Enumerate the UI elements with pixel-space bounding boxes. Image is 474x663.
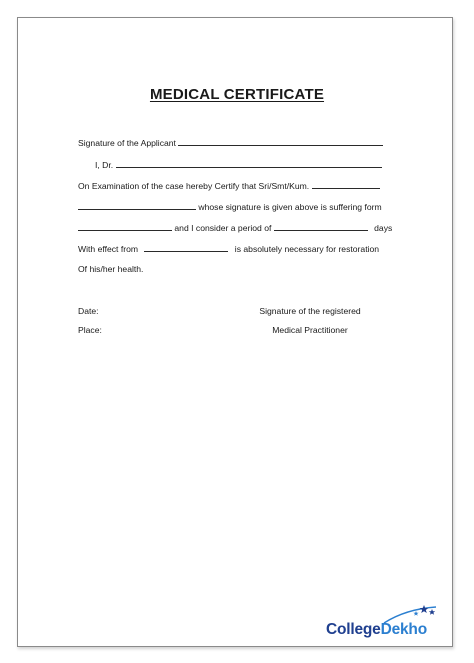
place-label: Place: [78,325,102,335]
suffering-line [78,201,382,213]
period-text: and I consider a period of [174,223,272,233]
page-title: MEDICAL CERTIFICATE [149,86,325,103]
examination-line [78,180,380,192]
examination-text: On Examination of the case hereby Certify that Sri/Smt/Kum. [78,181,310,191]
date-label: Date: [78,306,99,316]
restoration-text: is absolutely necessary for restoration [234,244,380,254]
effect-from-blank [144,243,228,252]
applicant-signature-line [78,137,383,149]
doctor-name-label: I, Dr. [95,160,114,170]
applicant-signature-label: Signature of the Applicant [78,138,176,148]
effect-from-label: With effect from [78,244,139,254]
logo-college: College [326,621,381,638]
doctor-name-line [95,159,382,171]
illness-blank [78,222,172,231]
patient-name-blank [312,180,380,189]
period-line [78,222,392,234]
doctor-name-blank [116,159,382,168]
collegedekho-logo [326,597,446,641]
signature-registered-label: Signature of the registered [259,306,361,316]
effect-from-line [78,243,379,255]
logo-dekho: Dekho [380,621,427,638]
patient-name-continued-blank [78,201,196,210]
applicant-signature-blank [178,137,383,146]
health-line: Of his/her health. [78,264,144,274]
days-label: days [374,223,393,233]
logo-wordmark [326,621,427,639]
suffering-text: whose signature is given above is suffering form [198,202,382,212]
medical-practitioner-label: Medical Practitioner [272,325,348,335]
period-blank [274,222,368,231]
